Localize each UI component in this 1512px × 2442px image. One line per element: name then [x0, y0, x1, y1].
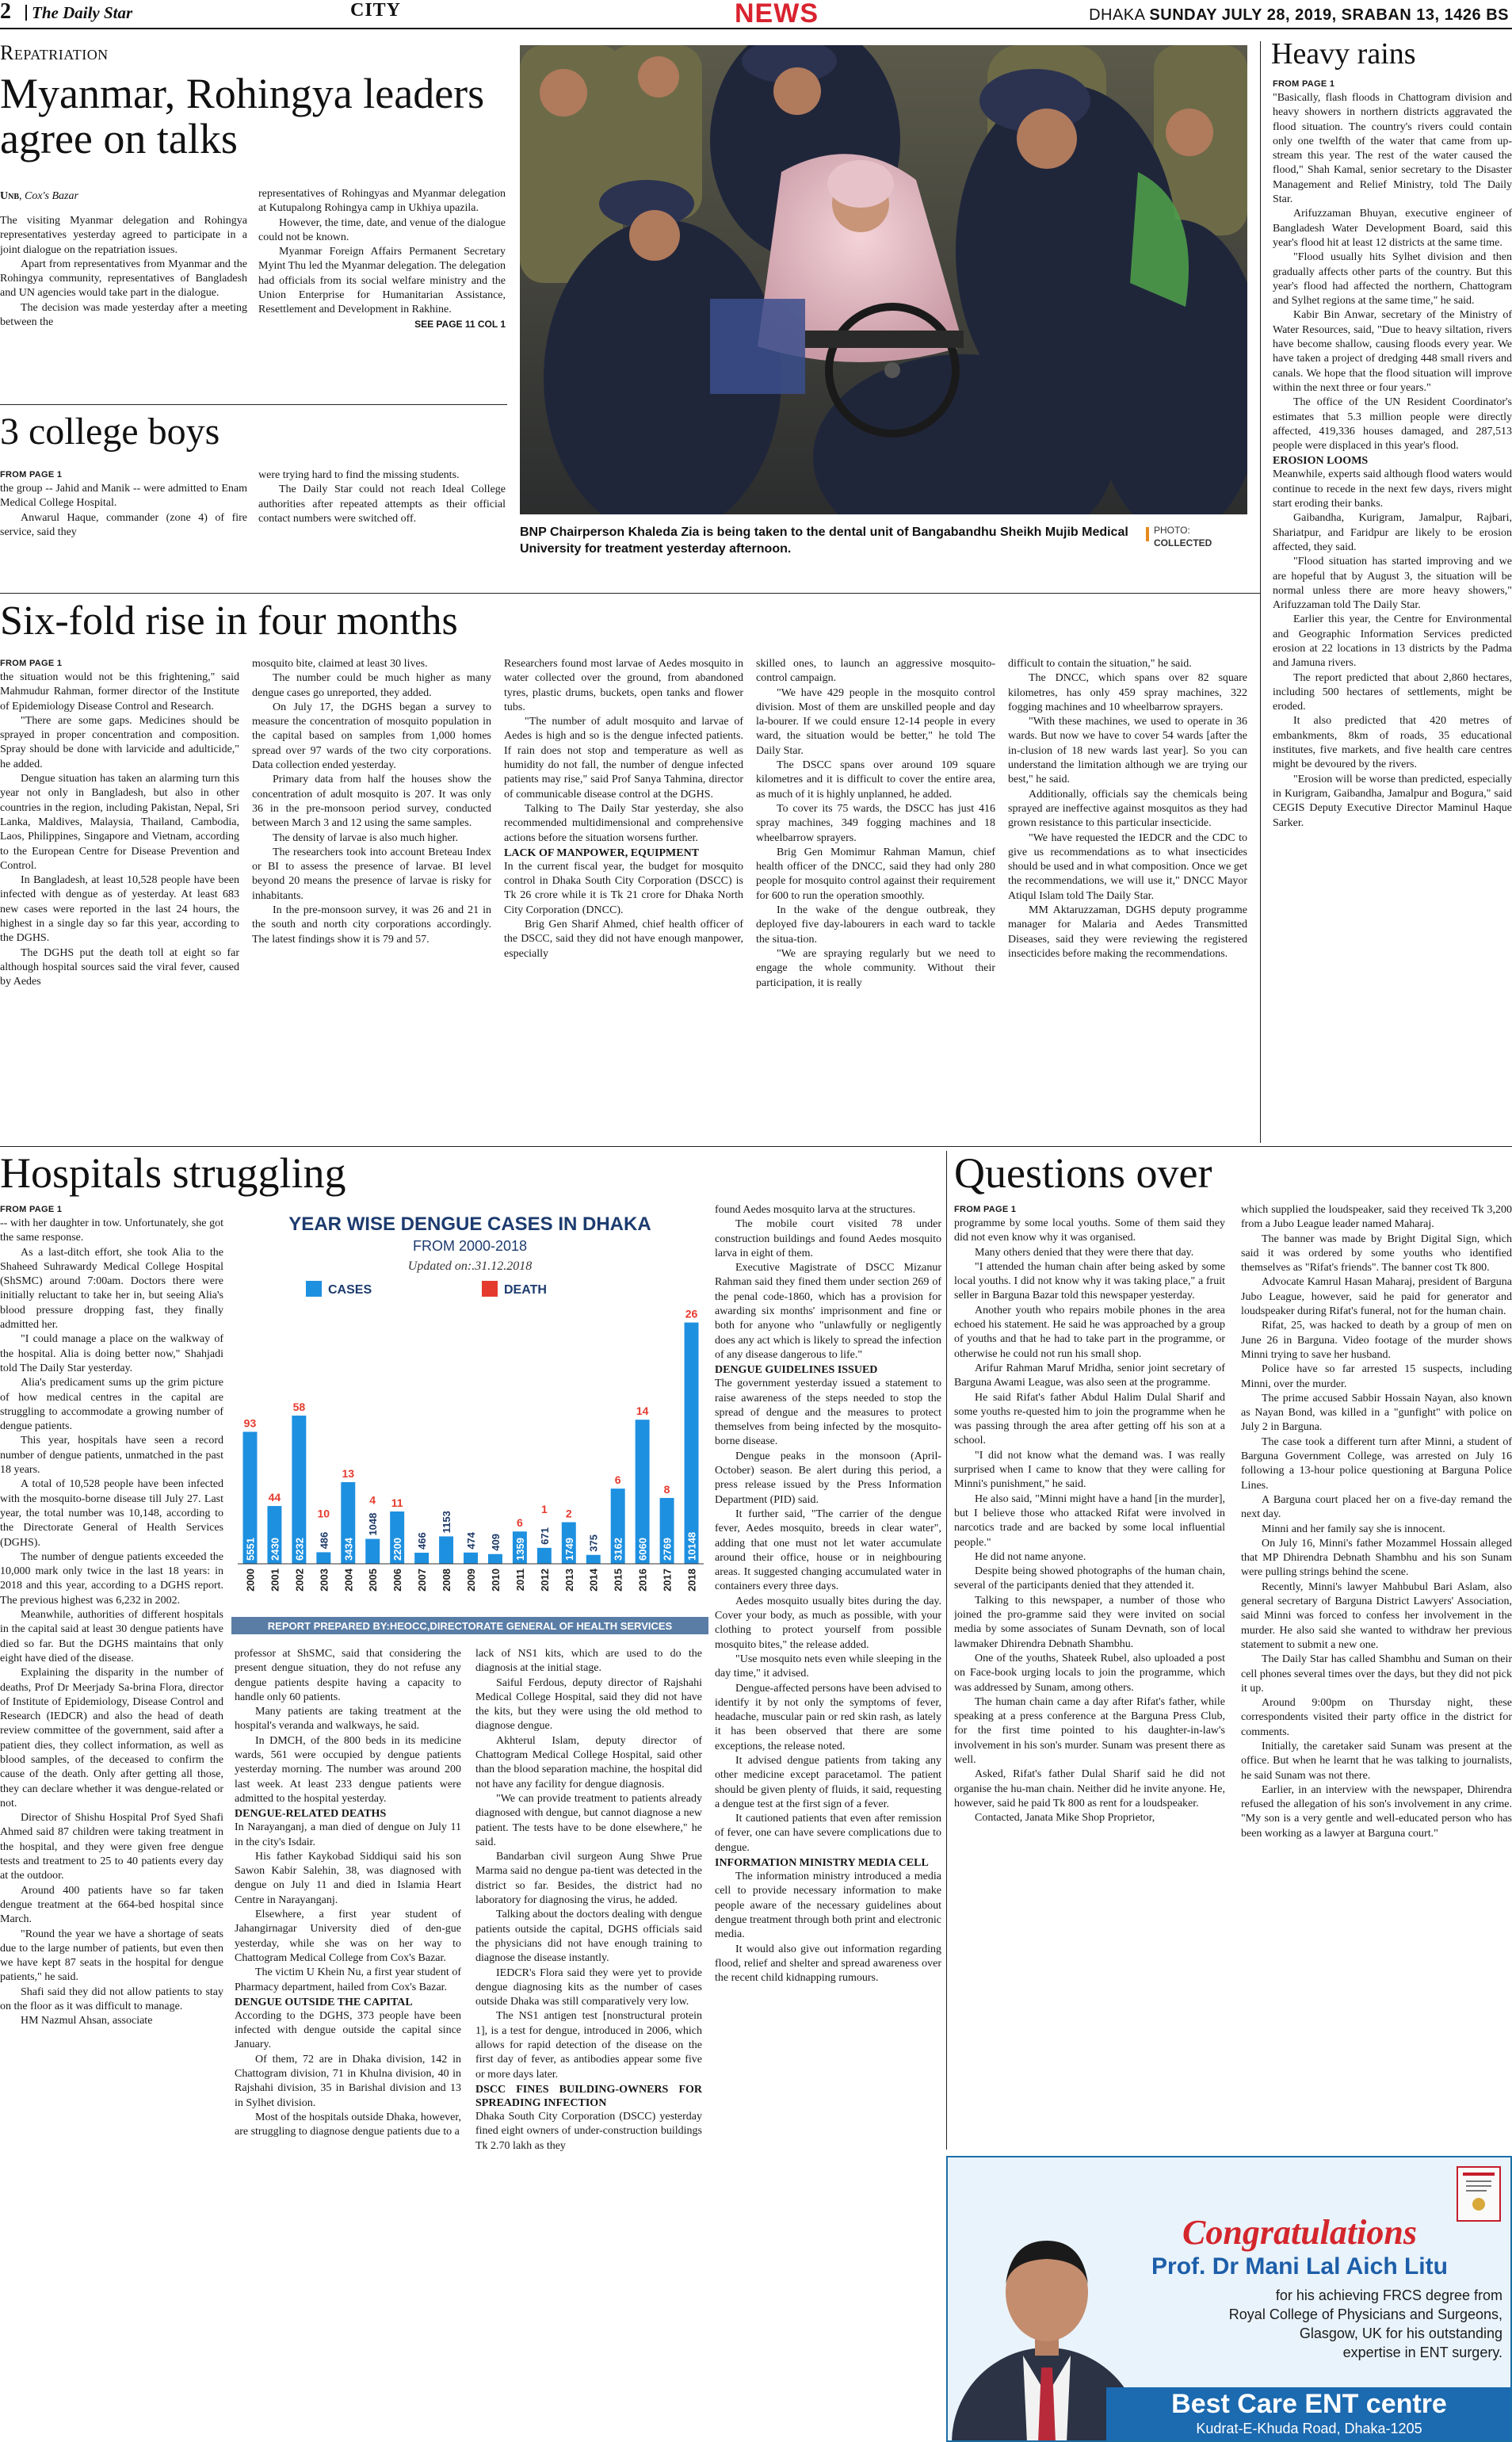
paragraph: MM Aktaruzzaman, DGHS deputy programme manager for Malaria and Aedes Transmitted Diseases, said they were reviewing the registered insecticides before making the recommendations.: [1008, 904, 1247, 960]
paragraph: Explaining the disparity in the number of deaths, Prof Dr Meerjady Sa-brina Flora, director of Institute of Epidemiology, Disease Control and Research (IEDCR) and also the head of death review committee of the government, said after a patient dies, they collect information, as well as blood samples, of the deceased to confirm the cause of the death. Only after getting all those, they can declare whether it was dengue-related or not.: [0, 1667, 223, 1810]
paragraph: "We have 429 people in the mosquito control division. Most of them are unskilled people and day la-bourer. If we could ensure 12-14 people in every ward, the situation would be better," he told The Daily Star.: [756, 686, 995, 757]
paragraph: However, the time, date, and venue of the dialogue could not be known.: [258, 216, 506, 243]
paragraph: Elsewhere, a first year student of Jahangirnagar University died of den-gue yesterday, while she was on her way to Chattogram Medical College from Cox's Bazar.: [235, 1909, 461, 1964]
tick-year-2017: 2017: [661, 1569, 674, 1592]
jump-from: FROM PAGE 1: [1273, 79, 1335, 89]
paragraph: Advocate Kamrul Hasan Maharaj, president of Barguna Jubo League, however, said he paid for generator and loudspeaker during Rifat's funeral, not for the human chain.: [1241, 1276, 1512, 1318]
ad-line-4: expertise in ENT surgery.: [1342, 2345, 1502, 2360]
paragraph: Talking about the doctors dealing with dengue patients outside the capital, DGHS officials said the physicians did not have enough training to diagnose the disease instantly.: [475, 1909, 702, 1965]
news-label: NEWS: [735, 0, 819, 27]
label-cases-2000: 5551: [244, 1538, 257, 1561]
paragraph: Executive Magistrate of DSCC Mizanur Rahman said they fined them under section 269 of the penal code-1860, which has a provision for awarding six months' imprisonment and fine or both for anyone who "unlawfully or negligently does any act which is likely to spread the infection of any disease dangerous to life.": [715, 1262, 941, 1361]
bar-cases-2008: [439, 1536, 453, 1564]
sixfold-column-1: [0, 657, 239, 1141]
sixfold-column-3: [504, 657, 743, 1141]
paragraph: To cover its 75 wards, the DSCC has just 416 spray machines, 349 fogging machines and 18 wheelbarrow sprayers.: [756, 802, 995, 844]
paragraph: The number could be much higher as many dengue cases go unreported, they added.: [252, 672, 491, 699]
paragraph: Around 9:00pm on Thursday night, these correspondents visited their party office in the district for comments.: [1241, 1697, 1512, 1738]
tick-year-2014: 2014: [587, 1569, 600, 1592]
rains-column: [1273, 78, 1512, 1148]
dateline-date: SUNDAY JULY 28, 2019, SRABAN 13, 1426 BS: [1149, 6, 1509, 24]
paragraph: were trying hard to find the missing students.: [258, 469, 460, 481]
tick-year-2010: 2010: [489, 1569, 502, 1592]
section-label: CITY: [350, 0, 402, 21]
paragraph: In Bangladesh, at least 10,528 people have been infected with dengue as of yesterday. At least 683 new cases were reported in the last 24 hours, the highest in a single day so far this year, according to the DGHS.: [0, 874, 239, 945]
paragraph: On July 16, Minni's father Mozammel Hossain alleged that MP Dhirendra Debnath Shambhu and his son Sunam were pulling strings behind the scene.: [1241, 1537, 1512, 1579]
paragraph: Dengue peaks in the monsoon (April-October) season. Be alert during this period, a press release issued by the Press Information Department (PID) said.: [715, 1450, 941, 1506]
paragraph: As a last-ditch effort, she took Alia to the Shaheed Suhrawardy Medical College Hospital (ShSMC) around 7:00am. Doctors there were initially reluctant to take her in, but seeing Alia's blood pressure dropping fast, they finally admitted her.: [0, 1246, 223, 1332]
paragraph: This year, hospitals have seen a record number of dengue patients, unmatched in the past 18 years.: [0, 1435, 223, 1477]
label-cases-2013: 1749: [563, 1538, 575, 1561]
label-cases-2018: 10148: [685, 1531, 698, 1561]
paragraph: According to the DGHS, 373 people have been infected with dengue outside the capital since January.: [235, 2009, 461, 2051]
paragraph: The mobile court visited 78 under construction buildings and found Aedes mosquito larva in eight of them.: [715, 1218, 941, 1259]
tick-year-2016: 2016: [636, 1569, 649, 1592]
bar-cases-2005: [365, 1539, 380, 1564]
paragraph: A total of 10,528 people have been infected with the mosquito-borne disease till July 27. Last year, the total number was 10,148, according to the Directorate General of Health Services (DGHS).: [0, 1478, 223, 1549]
chart-title: YEAR WISE DENGUE CASES IN DHAKA: [288, 1213, 651, 1235]
label-death-2006: 11: [391, 1496, 403, 1509]
paragraph: Kabir Bin Anwar, secretary of the Ministry of Water Resources, said, "Due to heavy siltation, rivers have become shallow, causing floods every year. We have taken a project of dredging 448 small rivers and canals. We hope that the flood situation will improve within the next three or four years.": [1273, 309, 1512, 394]
sixfold-headline: Six-fold rise in four months: [0, 599, 458, 644]
paragraph: Myanmar Foreign Affairs Permanent Secretary Myint Thu led the Myanmar delegation. The delegation had officials from its social welfare ministry and the Union Enterprise for Humanitarian Assistance, Resettlement and Development in Rakhine.: [258, 246, 506, 316]
paragraph: Talking to The Daily Star yesterday, she also recommended multidimensional and comprehensive actions before the situation worsens further.: [504, 802, 743, 844]
paragraph: The case took a different turn after Minni, a student of Barguna Government College, was arrested on July 16 following a 13-hour police questioning at Barguna Police Lines.: [1241, 1435, 1512, 1492]
label-death-2011: 6: [516, 1516, 523, 1530]
paper-name: [25, 3, 152, 22]
label-death-2003: 10: [317, 1507, 330, 1520]
paragraph: "Basically, flash floods in Chattogram division and heavy showers in northern districts aggravated the flood situation. The country's rivers could contain only one twelfth of the water that came from up-stream this year. The rest of the water caused the flood," Shah Kamal, senior secretary to the Disaster Management and Relief Ministry, told The Daily Star.: [1273, 92, 1512, 206]
paragraph: Saiful Ferdous, deputy director of Rajshahi Medical College Hospital, said they did not have the kits, but they were using the old method to diagnose dengue.: [475, 1676, 702, 1733]
paragraph: Rifat, 25, was hacked to death by a group of men on June 26 in Barguna. Video footage of the murder shows Minni trying to save her husband.: [1241, 1320, 1512, 1361]
paragraph: The decision was made yesterday after a meeting between the: [0, 301, 247, 329]
paragraph: The victim U Khein Nu, a first year student of Pharmacy department, hailed from Cox's Bazar.: [235, 1966, 461, 1993]
byline-org: Unb: [0, 190, 20, 202]
paragraph: "We are spraying regularly but we need to engage the whole community. Without their participation, it is really: [756, 947, 995, 989]
label-cases-2006: 2200: [391, 1538, 404, 1561]
legend-cases-swatch: [306, 1281, 322, 1297]
column-rule: [946, 1151, 947, 2150]
subhead: EROSION LOOMS: [1273, 455, 1369, 468]
paragraph: Contacted, Janata Mike Shop Proprietor,: [975, 1812, 1155, 1825]
section-divider: [0, 1146, 1512, 1147]
paragraph: In Narayanganj, a man died of dengue on July 11 in the city's Isdair.: [235, 1821, 461, 1848]
questions-column-2: [1241, 1203, 1512, 2148]
bar-cases-2018: [685, 1323, 699, 1564]
legend-death-swatch: [482, 1281, 498, 1297]
subhead: INFORMATION MINISTRY MEDIA CELL: [715, 1857, 929, 1870]
label-death-2012: 1: [540, 1502, 548, 1515]
label-cases-2015: 3162: [612, 1538, 624, 1561]
label-cases-2010: 409: [489, 1534, 502, 1551]
paragraph: The Daily Star could not reach Ideal College authorities after repeated attempts as their official contact numbers were switched off.: [258, 483, 506, 525]
chart-subtitle: FROM 2000-2018: [412, 1238, 528, 1254]
rohingya-column-1: [0, 214, 247, 393]
paragraph: programme by some local youths. Some of them said they did not even know why it was organised.: [954, 1217, 1225, 1244]
ad-centre-name: Best Care ENT centre: [1171, 2389, 1447, 2419]
paper-name-text: The Daily Star: [32, 3, 133, 22]
paragraph: IEDCR's Flora said they were yet to provide dengue diagnosing kits as the number of cases outside Dhaka was still comparatively very low.: [475, 1966, 702, 2008]
paragraph: It cautioned patients that even after remission of fever, one can have severe complications due to dengue.: [715, 1813, 941, 1854]
paragraph: Meanwhile, authorities of different hospitals in the capital said at least 30 dengue patients have died so far. But the DGHS maintains that only eight have died of the disease.: [0, 1609, 223, 1664]
paragraph: Another youth who repairs mobile phones in the area echoed his statement. He said he was approached by a group of youths and that he had to take part in the programme, or otherwise he could not run his small shop.: [954, 1304, 1225, 1360]
section-divider: [0, 404, 507, 405]
bar-cases-2003: [316, 1552, 330, 1564]
rohingya-headline: Myanmar, Rohingya leaders agree on talks: [0, 71, 485, 163]
photo-caption: BNP Chairperson Khaleda Zia is being taken to the dental unit of Bangabandhu Sheikh Mujib Medical University for treatment yesterday afternoon.: [520, 525, 1128, 556]
photo-credit: [1154, 524, 1247, 556]
paragraph: Researchers found most larvae of Aedes mosquito in water collected over the ground, from abandoned tyres, plastic drums, buckets, open tanks and flower tubs.: [504, 658, 743, 713]
label-cases-2017: 2769: [661, 1538, 674, 1561]
paragraph: Shafi said they did not allow patients to stay on the floor as it was difficult to manage.: [0, 1985, 223, 2013]
tick-year-2002: 2002: [293, 1569, 306, 1592]
paragraph: The NS1 antigen test [nonstructural protein 1], is a test for dengue, introduced in 2006, which allows for rapid detection of the disease on the first day of fever, as antibodies appear some five or more days later.: [475, 2010, 702, 2081]
paragraph: In DMCH, of the 800 beds in its medicine wards, 561 were occupied by dengue patients yesterday morning. The number was around 200 last week. At least 233 dengue patients were admitted to the hospital yesterday.: [235, 1734, 461, 1805]
tick-year-2013: 2013: [563, 1569, 575, 1592]
label-cases-2005: 1048: [367, 1512, 380, 1536]
rains-headline: Heavy rains: [1271, 38, 1416, 71]
paragraph: Brig Gen Momimur Rahman Mamun, chief health officer of the DNCC, said they had only 280 people for mosquito control against their requirement for 600 to run the operation smoothly.: [756, 846, 995, 902]
certificate-icon: [1457, 2166, 1501, 2222]
paragraph: In the current fiscal year, the budget for mosquito control in Dhaka South City Corporation (DSCC) is Tk 26 crore while it is Tk 21 crore for Dhaka North City Corporation (DNCC).: [504, 860, 743, 916]
paragraph: Arifur Rahman Maruf Mridha, senior joint secretary of Barguna Awami League, was also seen at the programme.: [954, 1362, 1225, 1389]
paragraph: The Daily Star has called Shambhu and Suman on their cell phones several times over the days, but they did not pick it up.: [1241, 1653, 1512, 1695]
jump-from: FROM PAGE 1: [0, 470, 63, 480]
paragraph: Alia's predicament sums up the grim picture of how medical centres in the capital are struggling to accommodate a growing number of dengue patients.: [0, 1377, 223, 1433]
paragraph: Asked, Rifat's father Dulal Sharif said he did not organise the hu-man chain. Neither did he invite anyone. He, however, said he paid Tk 800 as rent for a loudspeaker.: [954, 1768, 1225, 1810]
paragraph: Meanwhile, experts said although flood waters would continue to recede in the next few days, rivers might start eroding their banks.: [1273, 468, 1512, 510]
paragraph: It would also give out information regarding flood, relief and shelter and spread awareness over the recent child kidnapping rumours.: [715, 1943, 941, 1985]
paragraph: Arifuzzaman Bhuyan, executive engineer of Bangladesh Water Development Board, said this year's flood hit at least 12 districts at the same time.: [1273, 208, 1512, 249]
paragraph: Around 400 patients have so far taken dengue treatment at the 664-bed hospital since March.: [0, 1884, 223, 1926]
ad-line-2: Royal College of Physicians and Surgeons,: [1228, 2306, 1502, 2322]
label-death-2001: 44: [268, 1491, 281, 1504]
tick-year-2018: 2018: [685, 1569, 698, 1592]
paragraph: The banner was made by Bright Digital Sign, which said it was ordered by some youths who identified themselves as "Rifat's friends". The banner cost Tk 800.: [1241, 1232, 1512, 1275]
dengue-chart: [231, 1203, 708, 1635]
label-death-2016: 14: [636, 1404, 649, 1418]
paragraph: The information ministry introduced a media cell to provide necessary information to make people aware of the necessary guidelines about dengue treatment through both print and electronic media.: [715, 1871, 941, 1941]
paragraph: "We can provide treatment to patients already diagnosed with dengue, but cannot diagnose a new patient. The tests have to be done elsewhere," he said.: [475, 1792, 702, 1848]
masthead: [0, 0, 1512, 27]
paragraph: "I could manage a place on the walkway of the hospital. Alia is doing better now," Shahjadi told The Daily Star yesterday.: [0, 1333, 223, 1374]
paragraph: The prime accused Sabbir Hossain Nayan, also known as Nayan Bond, was killed in a "gunfight" with police on July 2 in Barguna.: [1241, 1392, 1512, 1434]
hospitals-headline: Hospitals struggling: [0, 1151, 346, 1197]
paragraph: Recently, Minni's lawyer Mahbubul Bari Aslam, also general secretary of Barguna District Lawyers' Association, said Minni was forced to confess her involvement in the murder. He also said she wanted to withdraw her previous statement to submit a new one.: [1241, 1580, 1512, 1651]
photo-credit-label: PHOTO:: [1154, 525, 1190, 536]
photo-credit-marker: [1146, 527, 1149, 541]
paragraph: It further said, "The carrier of the dengue fever, Aedes mosquito, breeds in clear water", adding that one must not let water accumulate around their office, house or in neighbouring areas. It suggested changing accumulated water in containers every three days.: [715, 1508, 941, 1593]
label-cases-2008: 1153: [441, 1511, 453, 1534]
paragraph: The human chain came a day after Rifat's father, while speaking at a press conference at the Barguna Press Club, for the first time pointed to his daughter-in-law's involvement in his son's murder. Sunam was present there as well.: [954, 1695, 1225, 1766]
tick-year-2007: 2007: [416, 1569, 429, 1592]
subhead: LACK OF MANPOWER, EQUIPMENT: [504, 846, 700, 859]
paragraph: His father Kaykobad Siddiqui said his son Sawon Kabir Salehin, 38, was diagnosed with dengue on July 11 and died in Islamia Heart Centre in Narayanganj.: [235, 1850, 461, 1906]
paragraph: The density of larvae is also much higher.: [273, 831, 459, 844]
page-number: 2: [0, 0, 11, 24]
label-cases-2002: 6232: [293, 1538, 306, 1561]
tick-year-2012: 2012: [538, 1569, 551, 1592]
tick-year-2011: 2011: [514, 1569, 526, 1592]
paragraph: skilled ones, to launch an aggressive mosquito-control campaign.: [756, 658, 995, 685]
legend-cases-label: CASES: [328, 1283, 372, 1297]
tick-year-2009: 2009: [465, 1569, 477, 1592]
paragraph: "There are some gaps. Medicines should be sprayed in proper concentration and composition. Spray should be done with larvicide and adulticide," he added.: [0, 714, 239, 770]
dateline-city: DHAKA: [1089, 6, 1150, 24]
chart-source: REPORT PREPARED BY:HEOCC,DIRECTORATE GENERAL OF HEALTH SERVICES: [267, 1620, 673, 1632]
sixfold-column-4: [756, 657, 995, 1141]
bar-cases-2012: [537, 1548, 552, 1564]
masthead-rule: [0, 28, 1512, 29]
paragraph: which supplied the loudspeaker, said they received Tk 3,200 from a Jubo League leader named Maharaj.: [1241, 1204, 1512, 1231]
paragraph: Police have so far arrested 15 suspects, including Minni, over the murder.: [1241, 1363, 1512, 1390]
bar-cases-2009: [464, 1553, 478, 1564]
paragraph: difficult to contain the situation," he said.: [1008, 658, 1192, 670]
paragraph: lack of NS1 kits, which are used to do the diagnosis at the initial stage.: [475, 1648, 702, 1675]
paragraph: Earlier, in an interview with the newspaper, Dhirendra refused the allegation of his son's involvement in any crime. "My son is a very gentle and well-educated person who has been working as a lawyer at Barguna court.": [1241, 1783, 1512, 1840]
paragraph: Despite being showed photographs of the human chain, several of the participants denied that they attended it.: [954, 1565, 1225, 1592]
tick-year-2006: 2006: [391, 1569, 404, 1592]
paragraph: The DGHS put the death toll at eight so far although hospital sources said the viral fever, caused by Aedes: [0, 946, 239, 988]
chart-bars: [238, 1308, 704, 1592]
jump-from: FROM PAGE 1: [0, 659, 63, 668]
column-rule: [1260, 41, 1261, 1143]
paragraph: On July 17, the DGHS began a survey to measure the concentration of mosquito population in the capital based on samples from 1,000 homes spread over 97 wards of the two city corporations. Data collection ended yesterday.: [252, 701, 491, 772]
label-cases-2003: 486: [318, 1531, 330, 1550]
label-death-2002: 58: [292, 1401, 306, 1414]
paragraph: the situation would not be this frightening," said Mahmudur Rahman, former director of the Institute of Epidemiology Disease Control and Research.: [0, 671, 239, 713]
paragraph: He said Rifat's father Abdul Halim Dulal Sharif and some youths re-quested him to join the programme when he was passing through the area after getting off his son at a school.: [954, 1391, 1225, 1447]
paragraph: "We have requested the IEDCR and the CDC to give us recommendations as to what insecticides should be used and in what composition. Once we get the recommendations, we will use it," DNCC Mayor Atiqul Islam told The Daily Star.: [1008, 831, 1247, 902]
paragraph: One of the youths, Shateek Rubel, also uploaded a post on Face-book urging locals to join the programme, which was addressed by Sunam, among others.: [954, 1652, 1225, 1694]
ad-centre-band: [1106, 2387, 1512, 2440]
paragraph: He did not name anyone.: [975, 1550, 1086, 1563]
paragraph: Minni and her family say she is innocent.: [1262, 1523, 1445, 1535]
paragraph: professor at ShSMC, said that considering the present dengue situation, they do not refuse any dengue patients despite having a capacity to handle only 60 patients.: [235, 1648, 461, 1703]
label-death-2018: 26: [685, 1307, 698, 1320]
paragraph: "Erosion will be worse than predicted, especially in Kurigram, Gaibandha, Jamalpur and Bogura," said CEGIS Deputy Executive Director Maminul Haque Sarker.: [1273, 773, 1512, 829]
paragraph: Additionally, officials say the chemicals being sprayed are ineffective against mosquitos as they had grown resistance to this particular insecticide.: [1008, 788, 1247, 830]
paragraph: Bandarban civil surgeon Aung Shwe Prue Marma said no dengue pa-tient was detected in the district so far. Besides, the district had no laboratory for diagnosing the virus, he added.: [475, 1851, 702, 1907]
label-cases-2012: 671: [538, 1527, 551, 1545]
paragraph: The researchers took into account Breteau Index or BI to assess the presence of larvae. BI level beyond 20 means the presence of larvae is risky for inhabitants.: [252, 846, 491, 902]
paragraph: Most of the hospitals outside Dhaka, however, are struggling to diagnose dengue patients due to a: [235, 2111, 461, 2138]
paragraph: representatives of Rohingyas and Myanmar delegation at Kutupalong Rohingya camp in Ukhiya upazila.: [258, 188, 506, 215]
paragraph: It also predicted that 420 metres of embankments, 8km of roads, 35 educational institutes, five markets, and five health care centres might be devoured by the rivers.: [1273, 715, 1512, 771]
label-cases-2007: 466: [416, 1532, 429, 1550]
jump-line: SEE PAGE 11 COL 1: [414, 318, 506, 330]
photo-illustration: [520, 45, 1247, 514]
paragraph: Dhaka South City Corporation (DSCC) yesterday fined eight owners of under-construction buildings Tk 2.70 lakh as they: [475, 2110, 702, 2152]
paragraph: "I attended the human chain after being asked by some local youths. I did not know why it was taking place," a fruit seller in Barguna Bazar told this newspaper yesterday.: [954, 1260, 1225, 1302]
paragraph: "With these machines, we used to operate in 36 wards. But now we have to cover 54 wards [after the in-clusion of 18 new wards last year]. So you can understand the limitation although we are trying our best," he said.: [1008, 716, 1247, 786]
college-column-1: [0, 468, 247, 575]
rohingya-byline: [0, 190, 238, 204]
college-column-2: [258, 468, 506, 575]
ad-congratulations: Congratulations: [1182, 2213, 1417, 2252]
tick-year-2001: 2001: [269, 1569, 281, 1592]
label-cases-2004: 3434: [342, 1538, 355, 1561]
paragraph: mosquito bite, claimed at least 30 lives.: [252, 658, 428, 670]
bar-cases-2014: [586, 1555, 601, 1564]
bar-cases-2007: [414, 1553, 429, 1564]
label-cases-2001: 2430: [269, 1538, 281, 1561]
tick-year-2000: 2000: [244, 1569, 257, 1592]
paragraph: Many patients are taking treatment at the hospital's veranda and walkways, he said.: [235, 1706, 461, 1733]
dengue-chart-svg: [231, 1203, 708, 1635]
paragraph: found Aedes mosquito larva at the structures.: [715, 1204, 916, 1216]
label-cases-2016: 6060: [636, 1538, 649, 1561]
paragraph: the group -- Jahid and Manik -- were admitted to Enam Medical College Hospital.: [0, 483, 247, 510]
sixfold-column-2: [252, 657, 491, 1141]
paragraph: "Use mosquito nets even while sleeping in the day time," it advised.: [715, 1653, 941, 1680]
paragraph: Dengue situation has taken an alarming turn this year not only in Bangladesh, but also in other countries in the region, including Pakistan, Nepal, Sri Lanka, Maldives, Malaysia, Thailand, Cambodia, Laos, Philippines, Singapore and Vietnam, according to the European Centre for Disease Prevention and Control.: [0, 773, 239, 872]
paragraph: -- with her daughter in tow. Unfortunately, she got the same response.: [0, 1217, 223, 1244]
label-death-2015: 6: [614, 1473, 621, 1487]
certificate-illustration: [1458, 2168, 1499, 2220]
paragraph: Dengue-affected persons have been advised to identify it by not only the symptoms of fever, headache, muscular pain or red skin rash, as lately it has been observed that there are some exceptions, the release noted.: [715, 1682, 941, 1752]
paragraph: Of them, 72 are in Dhaka division, 142 in Chattogram division, 71 in Khulna division, 40 in Rajshahi division, 35 in Barishal division and 13 in Sylhet division.: [235, 2053, 461, 2109]
paragraph: The government yesterday issued a statement to raise awareness of the steps needed to stop the spread of dengue and the measures to protect themselves from being infected by the mosquito-borne disease.: [715, 1378, 941, 1448]
photo-credit-value: COLLECTED: [1154, 537, 1212, 548]
paragraph: "I did not know what the demand was. I was really surprised when I came to know that they were calling for Minni's punishment," he said.: [954, 1449, 1225, 1491]
paragraph: Anwarul Haque, commander (zone 4) of fire service, said they: [0, 511, 247, 538]
paragraph: Akhterul Islam, deputy director of Chattogram Medical College Hospital, said other than the blood separation machine, the hospital did not have any facility for dengue diagnosis.: [475, 1734, 702, 1790]
paragraph: HM Nazmul Ahsan, associate: [21, 2015, 153, 2027]
ad-line-3: Glasgow, UK for his outstanding: [1299, 2325, 1502, 2341]
paragraph: The DSCC spans over around 109 square kilometres and it is difficult to cover the entire area, as much of it is highly unplanned, he added.: [756, 759, 995, 801]
bar-cases-2010: [488, 1554, 502, 1564]
tick-year-2003: 2003: [318, 1569, 330, 1592]
paragraph: Primary data from half the houses show the concentration of adult mosquito is 207. It was only 36 in the pre-monsoon period survey, conducted between March 3 and 12 using the same samples.: [252, 774, 491, 830]
legend-death-label: DEATH: [504, 1283, 547, 1297]
label-cases-2011: 1359: [514, 1538, 526, 1561]
hospitals-column-4: [715, 1203, 941, 2442]
paragraph: "Round the year we have a shortage of seats due to the large number of patients, but even then we have kept 87 seats in the hospital for dengue patients," he said.: [0, 1928, 223, 1984]
paragraph: "Flood usually hits Sylhet division and then gradually affects other parts of the country. But this year's flood had affected the northern, Chattogram and Sylhet regions at the same time," he said.: [1273, 251, 1512, 308]
paragraph: He also said, "Minni might have a hand [in the murder], but I believe those who attacked Rifat were involved in narcotics trade and are backed by some local influential people.": [954, 1492, 1225, 1549]
paragraph: Initially, the caretaker said Sunam was present at the office. But when he learnt that he was talking to journalists, he said Sunam was not there.: [1241, 1740, 1512, 1782]
label-death-2004: 13: [342, 1466, 355, 1480]
hospitals-column-2: [235, 1647, 461, 2442]
paragraph: The number of dengue patients exceeded the 10,000 mark only twice in the last 18 years: in 2018 and this year, according to a DGHS report. The previous highest was 6,232 in 2002.: [0, 1550, 223, 1607]
paragraph: It advised dengue patients from taking any other medicine except paracetamol. The patient should be given plenty of fluids, it said, requesting a dengue test at the first sign of a fever.: [715, 1754, 941, 1810]
chart-updated: Updated on:.31.12.2018: [407, 1259, 533, 1273]
label-cases-2014: 375: [587, 1534, 600, 1552]
dateline: [951, 5, 1509, 25]
tick-year-2008: 2008: [441, 1569, 453, 1592]
questions-column-1: [954, 1203, 1225, 2148]
paragraph: The visiting Myanmar delegation and Rohingya representatives yesterday agreed to participate in a joint dialogue on the repatriation issues.: [0, 215, 247, 256]
questions-headline: Questions over: [954, 1151, 1212, 1197]
photo-caption-block: [520, 516, 1247, 562]
paragraph: In the wake of the dengue outbreak, they deployed five day-labourers in each ward to tackle the situa-tion.: [756, 904, 995, 946]
congratulations-ad: [946, 2156, 1512, 2442]
label-death-2005: 4: [369, 1493, 376, 1507]
ad-honoree-name: Prof. Dr Mani Lal Aich Litu: [1151, 2253, 1448, 2280]
paragraph: Earlier this year, the Centre for Environmental and Geographic Information Services predicted erosion at 22 locations in 13 districts by the Padma and Jamuna rivers.: [1273, 613, 1512, 670]
label-death-2000: 93: [243, 1416, 257, 1430]
paragraph: In the pre-monsoon survey, it was 26 and 21 in the south and north city corporations accordingly. The latest findings show it is 79 and 57.: [252, 904, 491, 946]
subhead: DENGUE GUIDELINES ISSUED: [715, 1364, 878, 1377]
byline-place: , Cox's Bazar: [19, 190, 78, 202]
paragraph: "The number of adult mosquito and larvae of Aedes is high and so is the dengue infected patients. If rain does not stop and temperature as well as humidity do not fall, the number of dengue infected patients may rise," said Prof Sanya Tahmina, director of communicable disease control at the DGHS.: [504, 716, 743, 801]
label-death-2013: 2: [565, 1507, 572, 1520]
paragraph: The report predicted that about 2,860 hectares, including 500 hectares of settlements, might be eroded.: [1273, 671, 1512, 713]
paragraph: Apart from representatives from Myanmar and the Rohingya community, representatives of Bangladesh and UN agencies would take part in the dialogue.: [0, 258, 247, 300]
paragraph: "Flood situation has started improving and we are hopeful that by August 3, the situation will be normal unless there are more heavy showers," Arifuzzaman told The Daily Star.: [1273, 556, 1512, 612]
paragraph: Brig Gen Sharif Ahmed, chief health officer of the DSCC, said they did not have enough manpower, especially: [504, 919, 743, 960]
paragraph: Many others denied that they were there that day.: [975, 1246, 1194, 1259]
paragraph: A Barguna court placed her on a five-day remand the next day.: [1241, 1493, 1512, 1521]
section-divider: [0, 593, 1260, 594]
paragraph: The DNCC, which spans over 82 square kilometres, has only 459 spray machines, 322 fogging machines and 10 wheelbarrow sprayers.: [1008, 672, 1247, 713]
hospitals-column-3: [475, 1647, 702, 2442]
college-headline: 3 college boys: [0, 412, 220, 453]
paragraph: Aedes mosquito usually bites during the day. Cover your body, as much as possible, with your clothing to protect yourself from possible mosquito bites," the release added.: [715, 1595, 941, 1651]
label-death-2017: 8: [663, 1482, 670, 1496]
paragraph: Director of Shishu Hospital Prof Syed Shafi Ahmed said 87 children were taking treatment in the hospital, and they were given free dengue tests and treatment to 25 to 40 patients every day at the outdoor.: [0, 1812, 223, 1882]
news-photo: [520, 45, 1247, 514]
hospitals-column-1: [0, 1203, 223, 2442]
ad-centre-address: Kudrat-E-Khuda Road, Dhaka-1205: [1196, 2421, 1422, 2436]
subhead: DENGUE OUTSIDE THE CAPITAL: [235, 1996, 413, 2008]
label-cases-2009: 474: [465, 1532, 477, 1550]
tick-year-2015: 2015: [612, 1569, 624, 1592]
jump-from: FROM PAGE 1: [0, 1205, 63, 1214]
subhead: DSCC FINES BUILDING-OWNERS FOR SPREADING INFECTION: [475, 2083, 702, 2109]
sixfold-column-5: [1008, 657, 1247, 1141]
subhead: DENGUE-RELATED DEATHS: [235, 1808, 387, 1821]
paragraph: Talking to this newspaper, a number of those who joined the pro-gramme said they were invited on social media by some associates of Sunam Devnath, son of local lawmaker Dhirendra Debnath Shambhu.: [954, 1594, 1225, 1650]
tick-year-2004: 2004: [342, 1569, 355, 1592]
jump-from: FROM PAGE 1: [954, 1205, 1017, 1214]
rohingya-kicker: Repatriation: [0, 41, 109, 64]
ad-line-1: for his achieving FRCS degree from: [1275, 2287, 1502, 2303]
paragraph: The office of the UN Resident Coordinator's estimates that 5.3 million people were directly affected, 419,336 houses damaged, and 287,513 people were displaced in this year's flood.: [1273, 396, 1512, 453]
rohingya-column-2: [258, 187, 506, 395]
paragraph: Gaibandha, Kurigram, Jamalpur, Rajbari, Shariatpur, and Faridpur are likely to be erosion affected, they said.: [1273, 512, 1512, 553]
tick-year-2005: 2005: [367, 1569, 380, 1592]
